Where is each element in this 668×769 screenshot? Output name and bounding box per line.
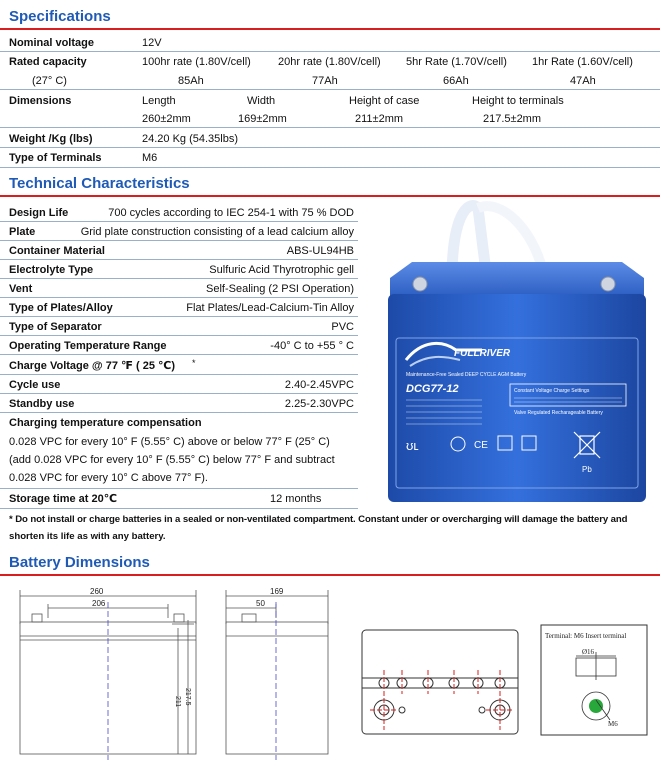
battery-subtitle: Maintenance-Free Sealed DEEP CYCLE AGM Battery [406,372,527,378]
rate-name: 5hr Rate (1.70V/cell) [406,56,507,68]
tech-row-cycle-use [0,375,358,394]
charge-voltage-mark: * [192,358,196,368]
electrolyte-value: Sulfuric Acid Thyrotrophic gell [209,264,354,276]
tech-row-electrolyte [0,260,358,279]
dimension-value: 169±2mm [238,113,287,125]
rate-value: 66Ah [443,75,469,87]
compensation-line: 0.028 VPC for every 10° F (5.55° C) above or below 77° F (25° C) [9,436,330,448]
side-offset-dim: 50 [256,599,265,608]
rate-value: 47Ah [570,75,596,87]
dimension-value: 217.5±2mm [483,113,542,125]
ul-icon: ʊʟ [406,438,419,453]
rate-value: 77Ah [312,75,338,87]
specifications-header [0,6,660,30]
tech-row-storage [0,489,358,509]
terminal-thread: M6 [608,720,618,728]
separator-label: Type of Separator [9,321,102,333]
tech-row-design-life [0,203,358,222]
battery-model: DCG77-12 [406,383,459,395]
compensation-line: (add 0.028 VPC for every 10° F (5.55° C) below 77° F and subtract [9,454,335,466]
tech-row-compensation [0,413,358,489]
terminals-value: M6 [142,152,158,164]
spec-row-weight [0,128,660,148]
op-temp-value: -40° C to +55 ° C [270,340,354,352]
ce-icon: CE [474,440,488,451]
battery-lead-symbol: Pb [582,465,592,474]
rate-name: 100hr rate (1.80V/cell) [142,56,251,68]
storage-label: Storage time at 20℃ [9,493,118,505]
plate-value: Grid plate construction consisting of a lead calcium alloy [80,226,354,238]
dimensions-title: Battery Dimensions [9,554,150,571]
dimension-name: Height to terminals [472,95,564,107]
front-view-drawing [8,584,208,764]
vent-value: Self-Sealing (2 PSI Operation) [206,283,354,295]
plates-alloy-value: Flat Plates/Lead-Calcium-Tin Alloy [186,302,354,314]
terminal-diameter: Ø16 [582,648,595,656]
container-value: ABS-UL94HB [286,245,354,257]
dimensions-header [0,552,660,576]
battery-illustration [382,200,654,504]
compensation-line: 0.028 VPC for every 10° C above 77° F). [9,472,208,484]
cycle-use-label: Cycle use [9,379,61,391]
specifications-title: Specifications [9,8,111,25]
terminal-detail-drawing [540,624,648,736]
weight-label: Weight /Kg (lbs) [9,133,93,145]
standby-use-value: 2.25-2.30VPC [284,398,354,410]
technical-header [0,173,660,197]
side-view-drawing [214,584,338,764]
battery-photo [382,200,654,504]
rated-capacity-label: Rated capacity [9,56,87,68]
electrolyte-label: Electrolyte Type [9,264,94,276]
tech-row-standby-use [0,394,358,413]
battery-voltage-box: Constant Voltage Charge Settings [514,388,590,394]
plate-label: Plate [9,226,36,238]
design-life-value: 700 cycles according to IEC 254-1 with 75 % DOD [108,207,354,219]
charge-voltage-label: Charge Voltage @ 77 ℉ ( 25 ℃) [9,360,175,372]
top-view-drawing [356,624,526,744]
dimension-name: Height of case [349,95,420,107]
front-height-dim: 211 [174,696,181,708]
safety-note: * Do not install or charge batteries in a sealed or non-ventilated compartment. Constant under or overcharging will damage the battery and [9,514,628,525]
compensation-label: Charging temperature compensation [9,417,202,429]
spec-row-dimensions [0,90,660,128]
tech-row-op-temp [0,336,358,355]
standby-use-label: Standby use [9,398,75,410]
terminal-caption: Terminal: M6 Insert terminal [545,632,627,640]
rate-name: 20hr rate (1.80V/cell) [278,56,381,68]
cycle-use-value: 2.40-2.45VPC [284,379,354,391]
tech-row-plates-alloy [0,298,358,317]
dimension-value: 211±2mm [355,113,404,125]
rate-value: 85Ah [178,75,204,87]
front-overall-dim: 260 [90,587,104,596]
safety-note-continued: shorten its life as with any battery. [9,531,166,542]
battery-brand: FULLRIVER [454,348,511,359]
plates-alloy-label: Type of Plates/Alloy [9,302,113,314]
spec-row-terminals [0,148,660,168]
tech-row-plate [0,222,358,241]
dimension-value: 260±2mm [142,113,191,125]
spec-row-nominal-voltage [0,33,660,52]
front-inner-dim: 206 [92,599,106,608]
tech-row-container [0,241,358,260]
spec-row-rated-capacity [0,52,660,90]
dimension-name: Length [142,95,176,107]
nominal-voltage-value: 12V [142,37,162,49]
nominal-voltage-label: Nominal voltage [9,37,94,49]
tech-row-charge-voltage [0,355,358,375]
storage-value: 12 months [270,493,322,505]
tech-row-vent [0,279,358,298]
dimensions-label: Dimensions [9,95,72,107]
side-overall-dim: 169 [270,587,284,596]
rate-name: 1hr Rate (1.60V/cell) [532,56,633,68]
vent-label: Vent [9,283,33,295]
rated-capacity-temp: (27° C) [32,75,67,87]
weight-value: 24.20 Kg (54.35lbs) [142,133,239,145]
dimension-name: Width [247,95,276,107]
container-label: Container Material [9,245,105,257]
front-height-terminal-dim: 217.5 [184,688,191,706]
tech-row-separator [0,317,358,336]
design-life-label: Design Life [9,207,69,219]
technical-title: Technical Characteristics [9,175,190,192]
op-temp-label: Operating Temperature Range [9,340,167,352]
battery-vrla: Valve Regulated Recharageable Battery [514,410,603,416]
separator-value: PVC [331,321,354,333]
terminals-label: Type of Terminals [9,152,102,164]
